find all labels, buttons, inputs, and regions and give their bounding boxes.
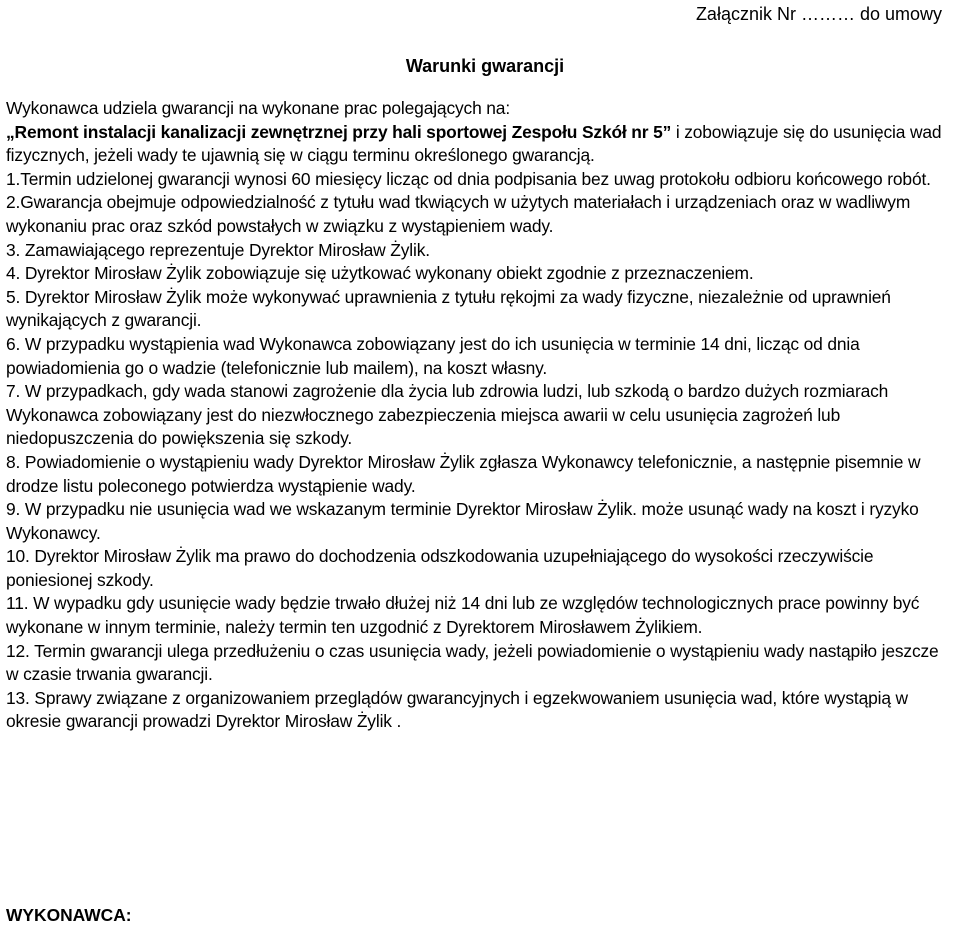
clause-1: 1.Termin udzielonej gwarancji wynosi 60 miesięcy licząc od dnia podpisania bez uwag protokołu odbioru końcowego robót. (6, 168, 931, 189)
intro-obligation: i zobowiązuje się do usunięcia wad fizycznych, jeżeli wady te ujawnią się w ciągu terminu określonego gwarancją. (6, 121, 942, 166)
clause-6: 6. W przypadku wystąpienia wad Wykonawca zobowiązany jest do ich usunięcia w terminie 14 dni, licząc od dnia powiadomienia go o wadzie (telefonicznie lub mailem), na koszt własny. (6, 333, 860, 378)
contractor-signature-label: WYKONAWCA: (6, 905, 132, 925)
clause-11: 11. W wypadku gdy usunięcie wady będzie trwało dłużej niż 14 dni lub ze względów technologicznych prace powinny być wykonane w innym terminie, należy termin ten uzgodnić z Dyrektorem Mirosławem Żylikiem. (6, 593, 920, 638)
clause-3: 3. Zamawiającego reprezentuje Dyrektor Mirosław Żylik. (6, 239, 430, 260)
clause-2: 2.Gwarancja obejmuje odpowiedzialność z tytułu wad tkwiących w użytych materiałach i urządzeniach oraz w wadliwym wykonaniu prac oraz szkód powstałych w związku z wystąpieniem wady. (6, 192, 911, 236)
clause-13: 13. Sprawy związane z organizowaniem przeglądów gwarancyjnych i egzekwowaniem usunięcia wad, które wystąpią w okresie gwarancji prowadzi Dyrektor Mirosław Żylik . (6, 687, 908, 732)
clause-8: 8. Powiadomienie o wystąpieniu wady Dyrektor Mirosław Żylik zgłasza Wykonawcy telefonicznie, a następnie pisemnie w drodze listu poleconego potwierdza wystąpienie wady. (6, 451, 921, 496)
clause-10: 10. Dyrektor Mirosław Żylik ma prawo do dochodzenia odszkodowania uzupełniającego do wysokości rzeczywiście poniesionej szkody. (6, 546, 874, 590)
document-title: Warunki gwarancji (405, 56, 565, 76)
clause-12: 12. Termin gwarancji ulega przedłużeniu o czas usunięcia wady, jeżeli powiadomienie o wystąpieniu wady nastąpiło jeszcze w czasie trwania gwarancji. (6, 640, 939, 685)
clause-9: 9. W przypadku nie usunięcia wad we wskazanym terminie Dyrektor Mirosław Żylik. może usunąć wady na koszt i ryzyko Wykonawcy. (6, 499, 919, 543)
intro-line: Wykonawca udziela gwarancji na wykonane prac polegających na: (6, 98, 511, 118)
clause-7: 7. W przypadkach, gdy wada stanowi zagrożenie dla życia lub zdrowia ludzi, lub szkodą o bardzo dużych rozmiarach Wykonawca zobowiązany jest do niezwłocznego zabezpieczenia miejsca awarii w celu usunięcia zagrożeń lub niedopuszczenia do powiększenia się szkody. (6, 381, 889, 449)
intro-paragraph (6, 121, 948, 168)
clause-4: 4. Dyrektor Mirosław Żylik zobowiązuje się użytkować wykonany obiekt zgodnie z przeznaczeniem. (6, 263, 754, 284)
document-body (6, 97, 948, 734)
project-name: „Remont instalacji kanalizacji zewnętrznej przy hali sportowej Zespołu Szkół nr 5” (6, 121, 672, 142)
annex-reference: Załącznik Nr ……… do umowy (695, 4, 942, 24)
clause-5: 5. Dyrektor Mirosław Żylik może wykonywać uprawnienia z tytułu rękojmi za wady fizyczne, niezależnie od uprawnień wynikających z gwarancji. (6, 286, 891, 331)
